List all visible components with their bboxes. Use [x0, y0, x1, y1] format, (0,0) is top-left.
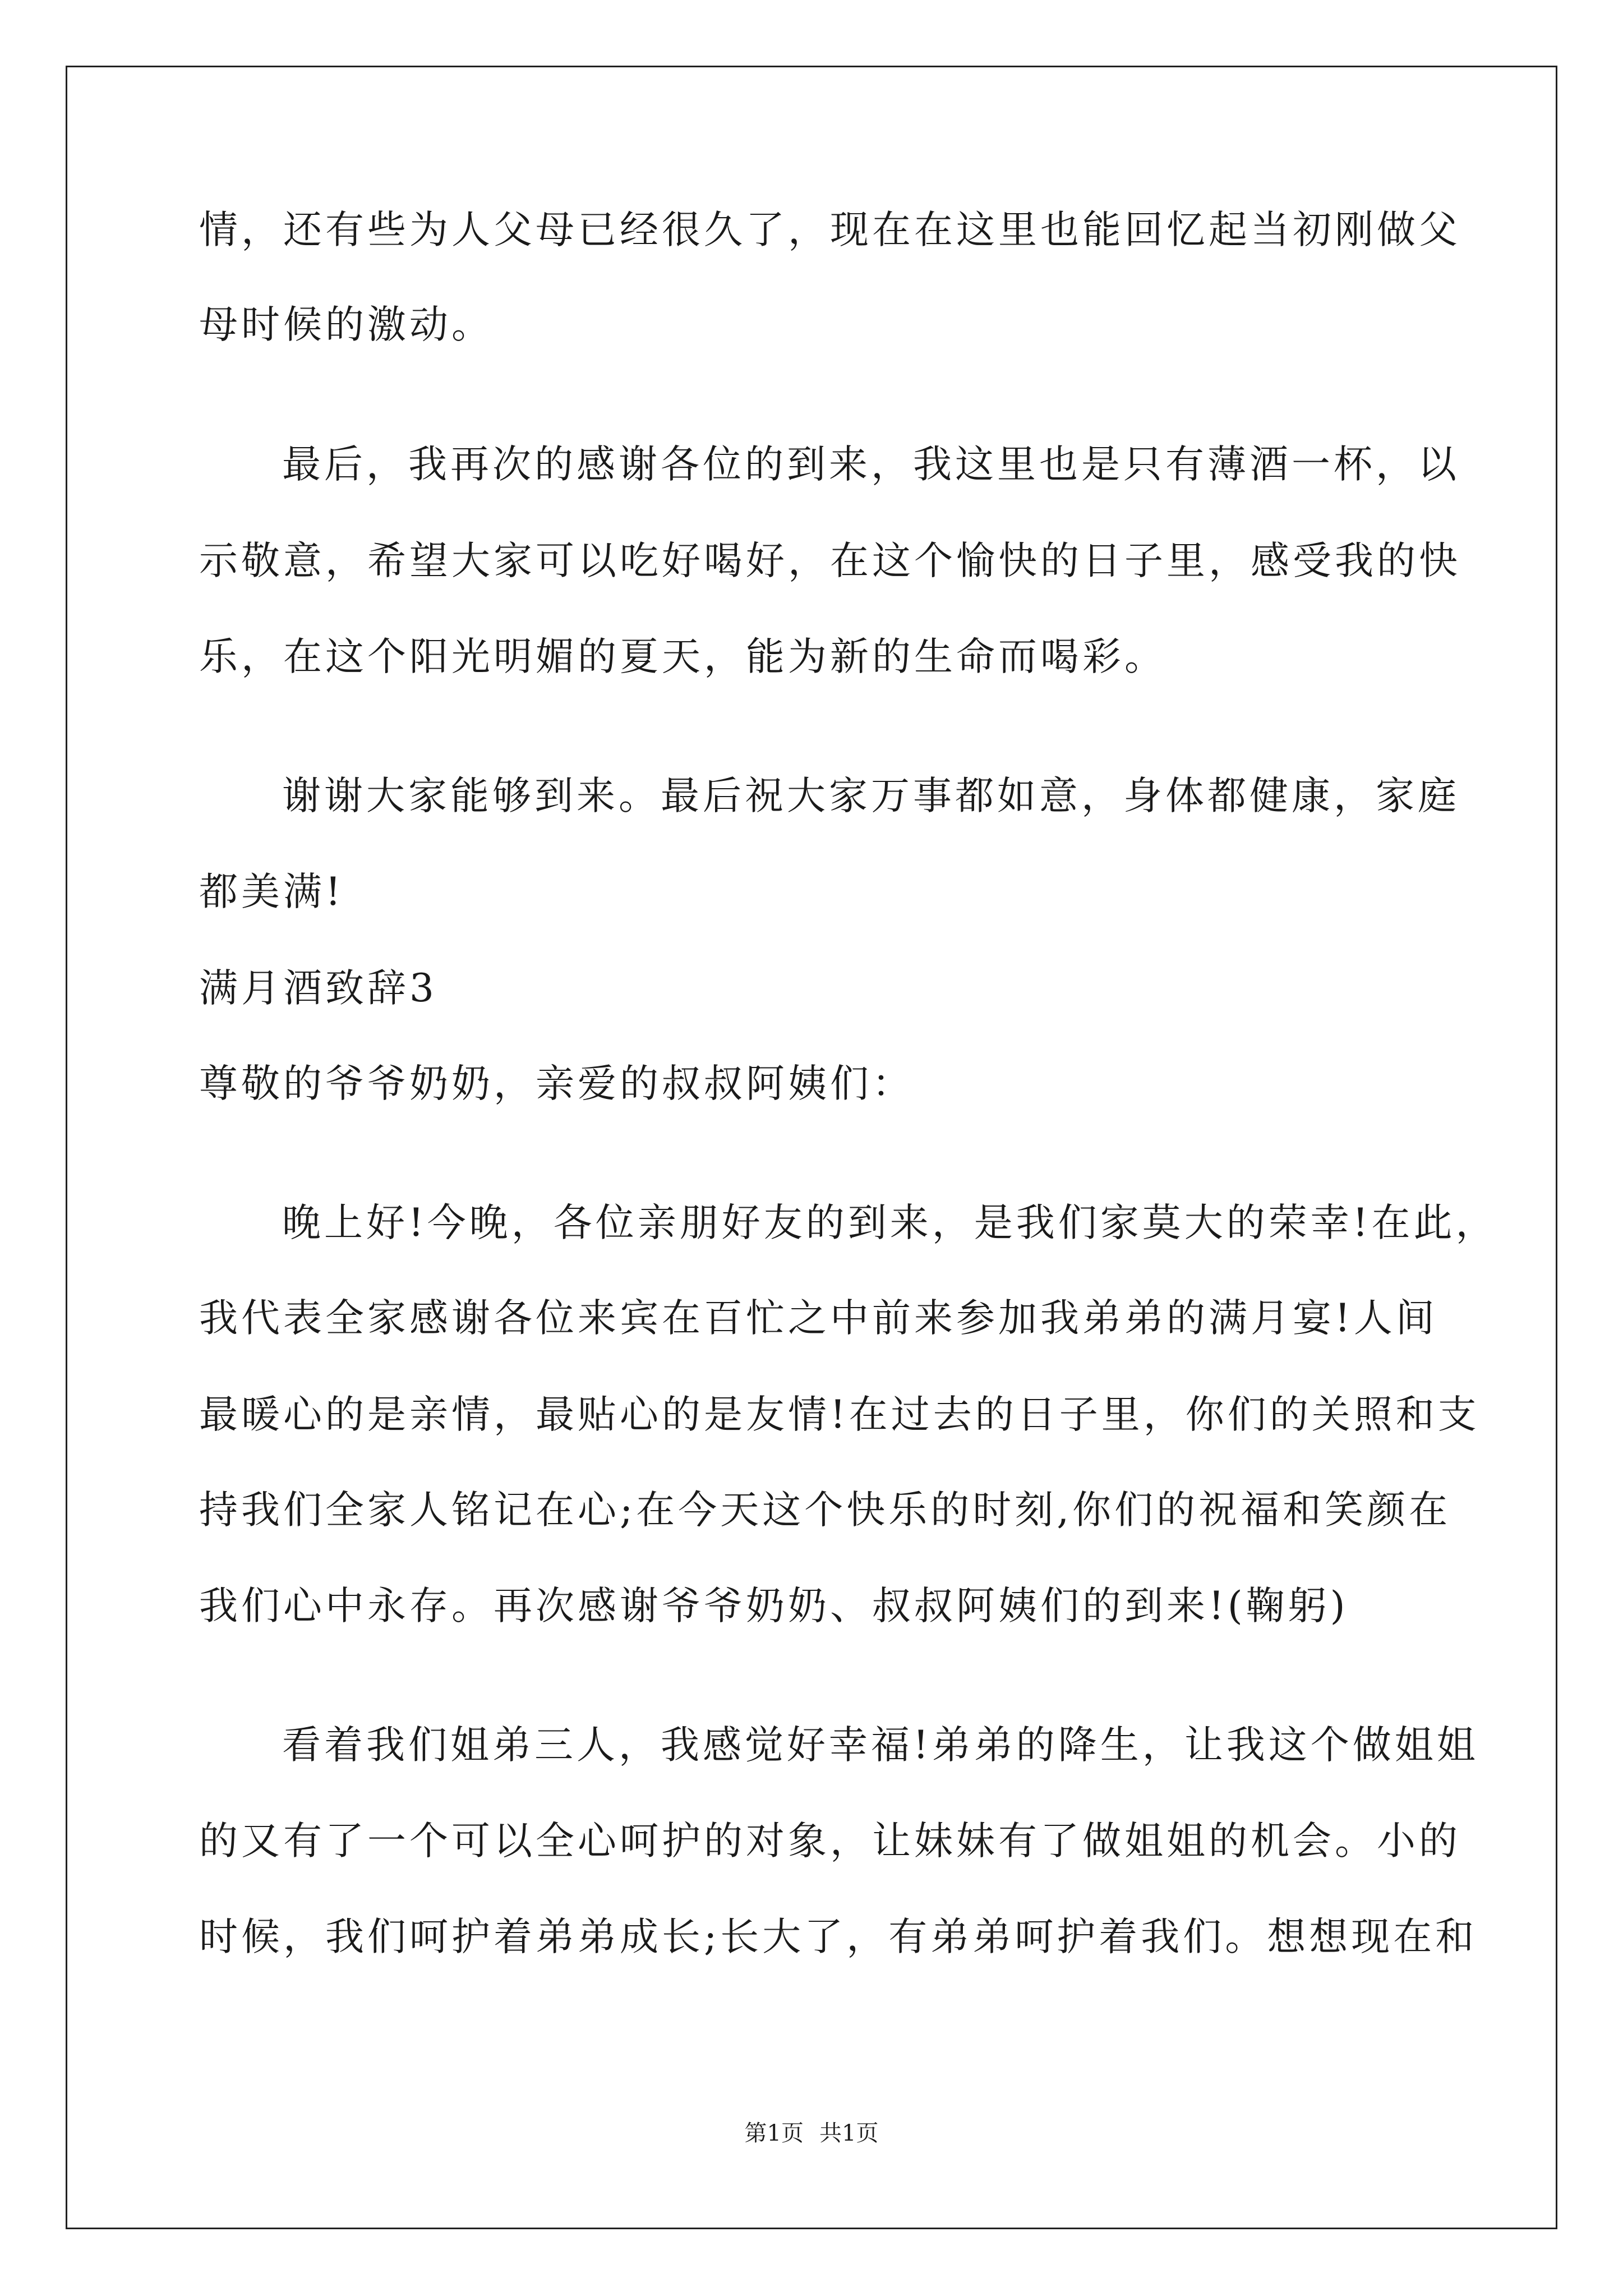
page-border — [66, 66, 1557, 2229]
paragraph-line: 最后，我再次的感谢各位的到来，我这里也是只有薄酒一杯，以 — [282, 442, 1460, 487]
text-line: 母时候的激动。 — [199, 302, 494, 347]
paragraph-line: 看着我们姐弟三人，我感觉好幸福!弟弟的降生，让我这个做姐姐 — [282, 1723, 1479, 1768]
text-line: 情，还有些为人父母已经很久了，现在在这里也能回忆起当初刚做父 — [199, 208, 1461, 252]
text-line: 的又有了一个可以全心呵护的对象，让妹妹有了做姐姐的机会。小的 — [199, 1819, 1461, 1864]
page-number: 第1页 — [744, 2120, 804, 2146]
text-line: 我们心中永存。再次感谢爷爷奶奶、叔叔阿姨们的到来!(鞠躬) — [199, 1584, 1349, 1628]
salutation: 尊敬的爷爷奶奶，亲爱的叔叔阿姨们： — [199, 1061, 914, 1106]
text-line: 示敬意，希望大家可以吃好喝好，在这个愉快的日子里，感受我的快 — [199, 539, 1461, 583]
text-line: 都美满! — [199, 869, 344, 914]
text-line: 时候，我们呵护着弟弟成长;长大了，有弟弟呵护着我们。想想现在和 — [199, 1915, 1478, 1959]
page-total: 共1页 — [819, 2120, 879, 2146]
text-line: 持我们全家人铭记在心;在今天这个快乐的时刻,你们的祝福和笑颜在 — [199, 1488, 1451, 1533]
paragraph-line: 晚上好!今晚，各位亲朋好友的到来，是我们家莫大的荣幸!在此， — [282, 1200, 1498, 1245]
paragraph-line: 谢谢大家能够到来。最后祝大家万事都如意，身体都健康，家庭 — [282, 774, 1460, 818]
page-footer — [0, 2119, 1623, 2147]
text-line: 最暖心的是亲情，最贴心的是友情!在过去的日子里，你们的关照和支 — [199, 1392, 1480, 1437]
section-heading: 满月酒致辞3 — [199, 966, 437, 1011]
text-line: 乐，在这个阳光明媚的夏天，能为新的生命而喝彩。 — [199, 634, 1166, 679]
text-line: 我代表全家感谢各位来宾在百忙之中前来参加我弟弟的满月宴!人间 — [199, 1296, 1438, 1341]
